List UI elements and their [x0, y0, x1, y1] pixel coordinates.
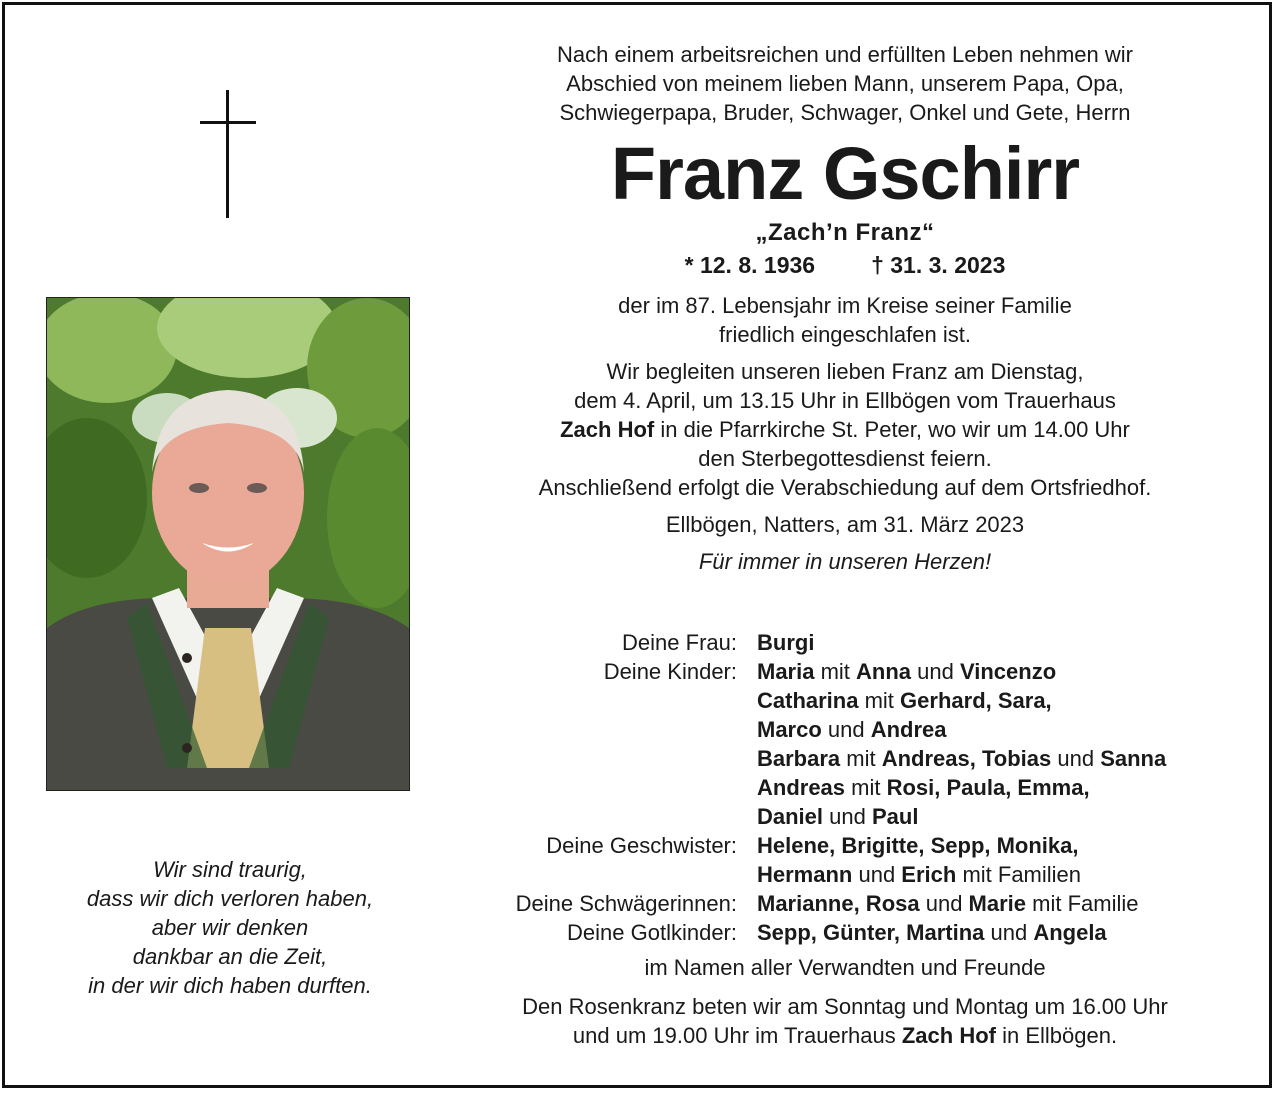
place-date: Ellbögen, Natters, am 31. März 2023 [665, 512, 1025, 537]
family-row-children: Andreas mit Rosi, Paula, Emma, [757, 775, 1090, 800]
family-row-siblings: Deine Geschwister: Helene, Brigitte, Sepp, Monika, [546, 833, 1079, 858]
family-row-siblings: Hermann und Erich mit Familien [757, 862, 1082, 887]
funeral-line: den Sterbegottesdienst feiern. [698, 446, 992, 471]
intro-line: Abschied von meinem lieben Mann, unserem Papa, Opa, [566, 71, 1124, 96]
deceased-name: Franz Gschirr [610, 132, 1080, 215]
notice-main [445, 40, 1245, 576]
family-row-children: Marco und Andrea [757, 717, 947, 742]
cross-icon [200, 90, 256, 218]
relatives-line: im Namen aller Verwandten und Freunde [644, 955, 1046, 980]
closing-text [445, 953, 1245, 1050]
portrait-photo [46, 297, 410, 791]
deceased-nickname: „Zach’n Franz“ [755, 219, 935, 246]
birth-date: * 12. 8. 1936 [684, 252, 816, 278]
family-row-children: Daniel und Paul [757, 804, 919, 829]
rosary-line: Den Rosenkranz beten wir am Sonntag und Montag um 16.00 Uhr [522, 994, 1168, 1019]
family-row-sisters-in-law: Deine Schwägerinnen: Marianne, Rosa und Marie mit Familie [515, 891, 1139, 916]
funeral-line: Wir begleiten unseren lieben Franz am Dienstag, [606, 359, 1084, 384]
intro-line: Schwiegerpapa, Bruder, Schwager, Onkel und Gete, Herrn [559, 100, 1131, 125]
family-row-children: Catharina mit Gerhard, Sara, [757, 688, 1052, 713]
passing-line: friedlich eingeschlafen ist. [719, 322, 971, 347]
family-row-godchildren: Deine Gotlkinder: Sepp, Günter, Martina und Angela [567, 920, 1107, 945]
death-date: † 31. 3. 2023 [871, 252, 1006, 278]
rosary-line: und um 19.00 Uhr im Trauerhaus Zach Hof in Ellbögen. [572, 1023, 1118, 1048]
family-row-wife: Deine Frau: Burgi [622, 630, 815, 655]
family-row-children: Deine Kinder: Maria mit Anna und Vincenzo [603, 659, 1057, 684]
funeral-line: Anschließend erfolgt die Verabschiedung auf dem Ortsfriedhof. [538, 475, 1152, 500]
funeral-line: Zach Hof in die Pfarrkirche St. Peter, wo wir um 14.00 Uhr [560, 417, 1130, 442]
motto: Für immer in unseren Herzen! [698, 549, 992, 574]
mourners-list [445, 628, 1245, 947]
life-dates [445, 249, 1245, 281]
intro-line: Nach einem arbeitsreichen und erfüllten Leben nehmen wir [556, 42, 1133, 67]
passing-line: der im 87. Lebensjahr im Kreise seiner Familie [618, 293, 1072, 318]
funeral-line: dem 4. April, um 13.15 Uhr in Ellbögen vom Trauerhaus [574, 388, 1116, 413]
memorial-verse: Wir sind traurig, dass wir dich verloren haben, aber wir denken dankbar an die Zeit, in der wir dich haben durften. [86, 857, 374, 998]
family-row-children: Barbara mit Andreas, Tobias und Sanna [757, 746, 1167, 771]
